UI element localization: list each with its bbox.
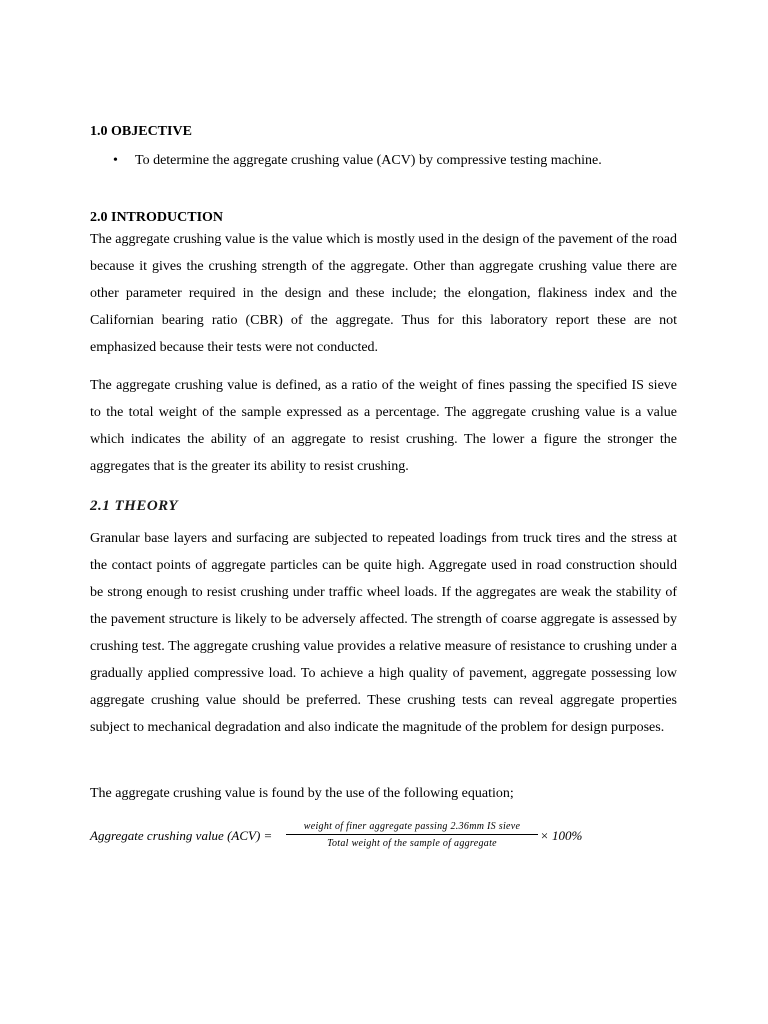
objective-text: To determine the aggregate crushing value (ACV) by compressive testing machine. [135, 153, 602, 168]
equation-rhs: × 100% [540, 828, 583, 843]
fraction-bar [286, 834, 538, 835]
theory-paragraph-1: Granular base layers and surfacing are subjected to repeated loadings from truck tires and the stress at the contact points of aggregate particles can be quite high. Aggregate used in road construction should be strong enough to resist crushing under traffic wheel loads. If the aggregates are weak the stability of the pavement structure is likely to be adversely affected. The strength of coarse aggregate is assessed by crushing test. The aggregate crushing value provides a relative measure of resistance to crushing under a gradually applied compressive load. To achieve a high quality of pavement, aggregate possessing low aggregate crushing value should be preferred. These crushing tests can reveal aggregate properties subject to mechanical degradation and also indicate the magnitude of the problem for design purposes. [90, 531, 677, 735]
acv-equation [90, 820, 690, 856]
introduction-paragraph-2: The aggregate crushing value is defined, as a ratio of the weight of fines passing the specified IS sieve to the total weight of the sample expressed as a percentage. The aggregate crushing value is a value which indicates the ability of an aggregate to resist crushing. The lower a figure the stronger the aggregates that is the greater its ability to resist crushing. [90, 378, 677, 474]
equation-denominator: Total weight of the sample of aggregate [327, 838, 497, 849]
objective-heading: 1.0 OBJECTIVE [90, 124, 192, 139]
introduction-heading: 2.0 INTRODUCTION [90, 210, 224, 225]
equation-numerator: weight of finer aggregate passing 2.36mm IS sieve [303, 821, 521, 832]
bullet-icon: • [113, 153, 118, 168]
theory-heading: 2.1 THEORY [90, 498, 179, 514]
theory-paragraph-2: The aggregate crushing value is found by the use of the following equation; [90, 786, 514, 801]
introduction-paragraph-1: The aggregate crushing value is the value which is mostly used in the design of the pavement of the road because it gives the crushing strength of the aggregate. Other than aggregate crushing value there are other parameter required in the design and these include; the elongation, flakiness index and the Californian bearing ratio (CBR) of the aggregate. Thus for this laboratory report these are not emphasized because their tests were not conducted. [90, 232, 677, 355]
equation-lhs: Aggregate crushing value (ACV) = [90, 828, 273, 843]
equation-fraction [286, 820, 538, 850]
